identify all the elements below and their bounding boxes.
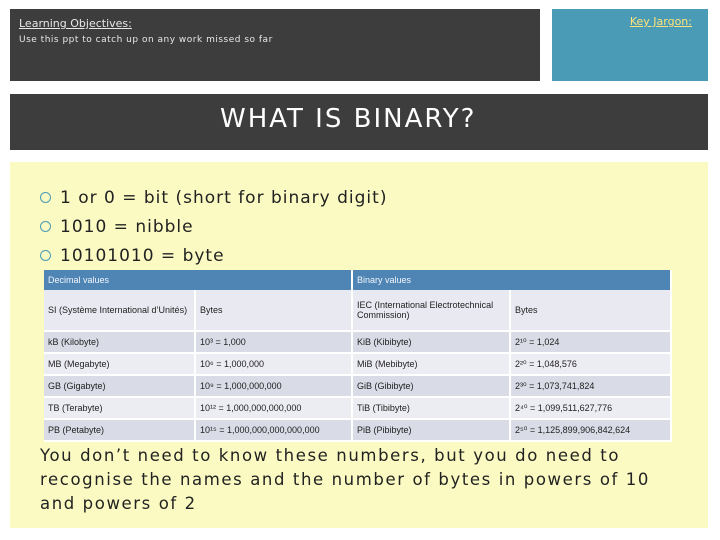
table-cell: MB (Megabyte) xyxy=(44,354,196,376)
bullet-text: 1 or 0 = bit (short for binary digit) xyxy=(60,188,388,208)
table-cell: 10¹² = 1,000,000,000,000 xyxy=(196,398,353,420)
table-cell: 2⁴⁰ = 1,099,511,627,776 xyxy=(511,398,672,420)
learning-objectives-subtitle: Use this ppt to catch up on any work missed so far xyxy=(19,35,273,45)
table-row xyxy=(44,420,672,442)
slide-title-band xyxy=(10,94,708,150)
binary-values-header: Binary values xyxy=(353,270,672,290)
si-subheader: SI (Système International d’Unités) xyxy=(44,290,196,332)
table-cell: TiB (Tibibyte) xyxy=(353,398,511,420)
binary-bytes-subheader: Bytes xyxy=(511,290,672,332)
units-table xyxy=(44,270,672,442)
table-cell: GB (Gigabyte) xyxy=(44,376,196,398)
circle-bullet-icon xyxy=(40,192,51,203)
table-row xyxy=(44,376,672,398)
bullet-item xyxy=(40,184,387,213)
table-cell: PB (Petabyte) xyxy=(44,420,196,442)
table-cell: kB (Kilobyte) xyxy=(44,332,196,354)
decimal-bytes-subheader: Bytes xyxy=(196,290,353,332)
table-row xyxy=(44,354,672,376)
key-jargon-panel xyxy=(552,9,708,81)
table-cell: TB (Terabyte) xyxy=(44,398,196,420)
bullet-item xyxy=(40,213,387,242)
iec-subheader: IEC (International Electrotechnical Commission) xyxy=(353,290,511,332)
table-group-header-row xyxy=(44,270,672,290)
bullet-text: 1010 = nibble xyxy=(60,217,194,237)
decimal-values-header: Decimal values xyxy=(44,270,353,290)
table-cell: 10³ = 1,000 xyxy=(196,332,353,354)
circle-bullet-icon xyxy=(40,250,51,261)
slide-content xyxy=(10,162,708,528)
bullet-item xyxy=(40,242,387,271)
table-cell: 2³⁰ = 1,073,741,824 xyxy=(511,376,672,398)
key-jargon-title: Key Jargon: xyxy=(629,15,692,28)
slide-title: WHAT IS BINARY? xyxy=(220,104,477,134)
circle-bullet-icon xyxy=(40,221,51,232)
table-cell: 2⁵⁰ = 1,125,899,906,842,624 xyxy=(511,420,672,442)
footnote-text: You don’t need to know these numbers, but you do need to recognise the names and the number of bytes in powers of 10 and powers of 2 xyxy=(40,446,650,513)
learning-objectives-panel xyxy=(10,9,540,81)
table-subheader-row xyxy=(44,290,672,332)
table-cell: 10¹⁵ = 1,000,000,000,000,000 xyxy=(196,420,353,442)
table-cell: 2²⁰ = 1,048,576 xyxy=(511,354,672,376)
table-cell: PiB (Pibibyte) xyxy=(353,420,511,442)
bullet-list xyxy=(40,184,387,271)
table-row xyxy=(44,398,672,420)
bullet-text: 10101010 = byte xyxy=(60,246,225,266)
table-cell: GiB (Gibibyte) xyxy=(353,376,511,398)
table-cell: 2¹⁰ = 1,024 xyxy=(511,332,672,354)
table-cell: 10⁶ = 1,000,000 xyxy=(196,354,353,376)
learning-objectives-title: Learning Objectives: xyxy=(19,17,132,30)
table-cell: 10⁹ = 1,000,000,000 xyxy=(196,376,353,398)
table-cell: MiB (Mebibyte) xyxy=(353,354,511,376)
table-row xyxy=(44,332,672,354)
table-cell: KiB (Kibibyte) xyxy=(353,332,511,354)
